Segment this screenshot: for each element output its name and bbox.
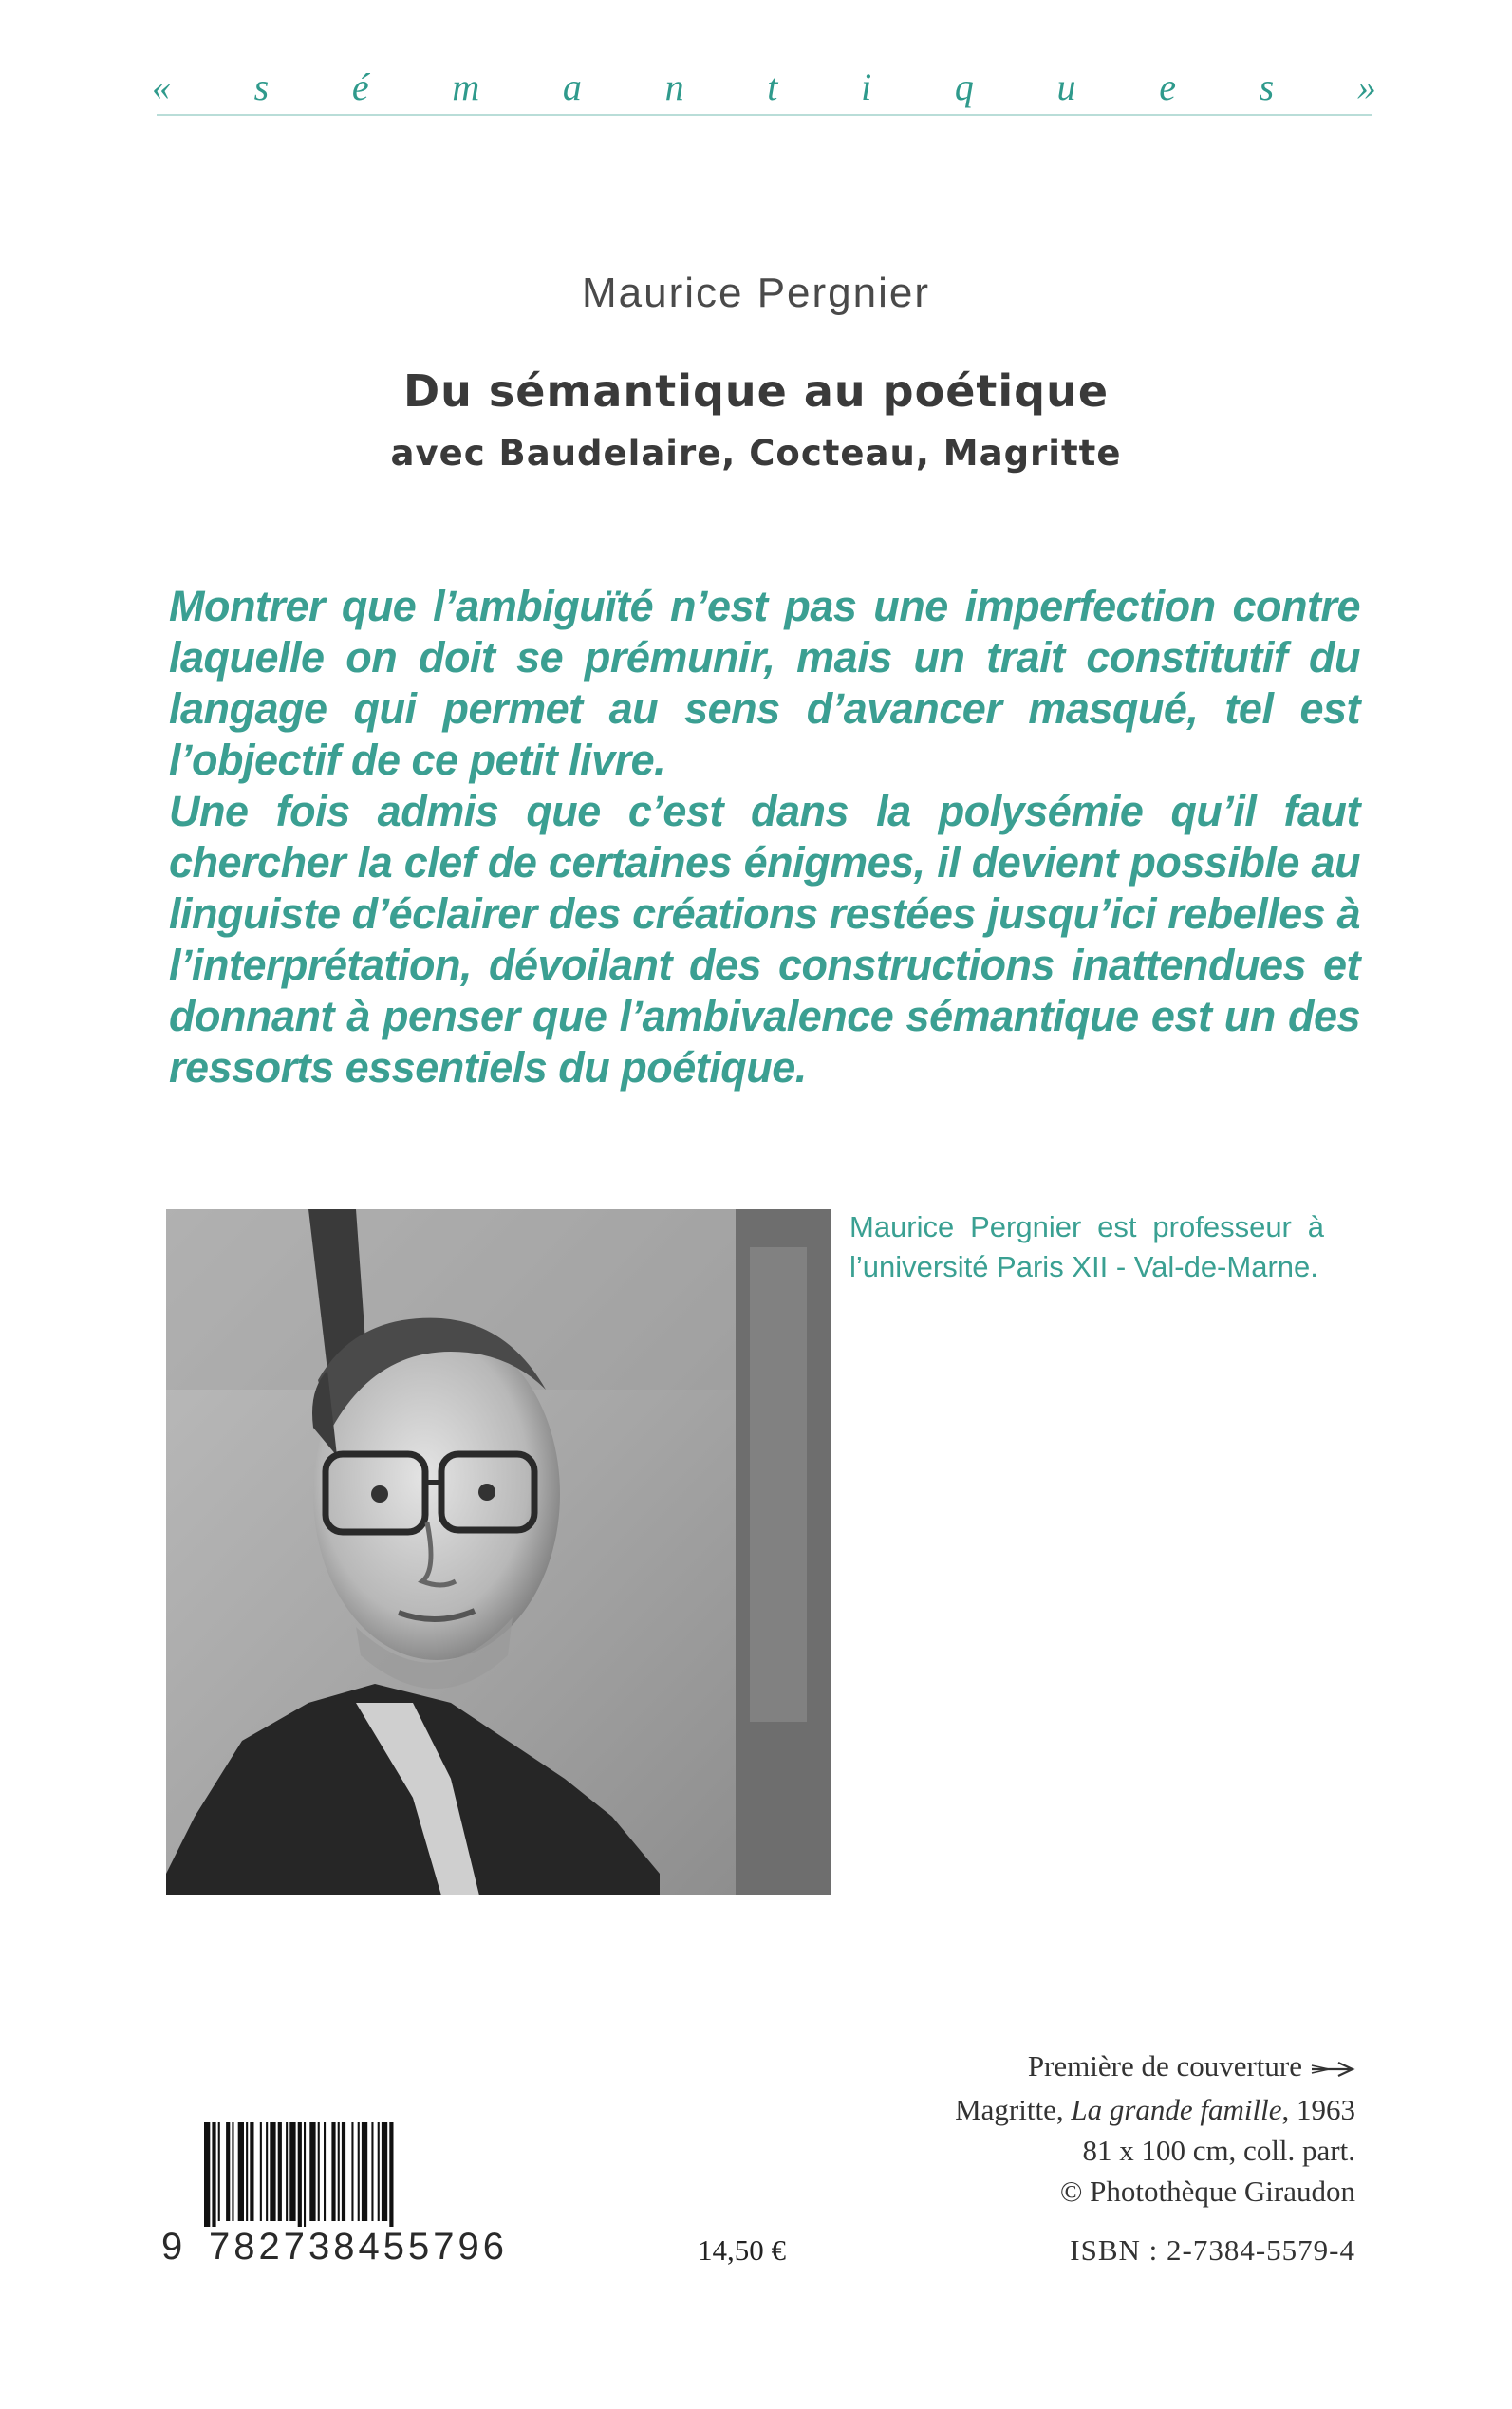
price: 14,50 €: [698, 2233, 786, 2267]
barcode-bar: [342, 2122, 345, 2221]
barcode: [204, 2122, 546, 2227]
series-letter: é: [351, 65, 369, 108]
barcode-first-digit: 9: [161, 2226, 185, 2268]
barcode-bar: [389, 2122, 393, 2227]
barcode-bar: [362, 2122, 367, 2221]
cover-credit-line: © Photothèque Giraudon: [1059, 2175, 1355, 2209]
book-title: Du sémantique au poétique: [402, 365, 1110, 417]
author-portrait-image: [166, 1209, 831, 1895]
barcode-bar: [298, 2122, 302, 2227]
series-letter: m: [452, 65, 480, 108]
cover-artist: Magritte,: [955, 2093, 1064, 2127]
series-letter: u: [1056, 65, 1076, 108]
series-letter: s: [253, 65, 270, 108]
barcode-bar: [266, 2122, 268, 2221]
series-letter: n: [664, 65, 684, 108]
author-photo: [166, 1209, 831, 1895]
barcode-bar: [204, 2122, 210, 2227]
barcode-bar: [238, 2122, 244, 2221]
author-bio: Maurice Pergnier est professeur à l’université Paris XII - Val-de-Marne.: [849, 1210, 1324, 1283]
cover-credit-line: [824, 2089, 1355, 2130]
barcode-bar: [218, 2122, 220, 2221]
series-letter: «: [152, 65, 171, 108]
barcode-bar: [260, 2122, 262, 2221]
barcode-bar: [358, 2122, 360, 2221]
barcode-digits: 782738455796: [209, 2226, 508, 2268]
cover-painting-year: , 1963: [1281, 2093, 1355, 2127]
barcode-bar: [250, 2122, 253, 2221]
cover-credits: [824, 2045, 1355, 2212]
series-divider: [157, 114, 1372, 116]
cover-credit-line: 81 x 100 cm, coll. part.: [1082, 2134, 1355, 2168]
barcode-bar: [226, 2122, 230, 2221]
barcode-bar: [270, 2122, 275, 2221]
series-letter: q: [954, 65, 974, 108]
barcode-bar: [289, 2122, 295, 2221]
series-letter: a: [562, 65, 582, 108]
isbn: ISBN : 2-7384-5579-4: [1070, 2233, 1355, 2267]
cover-credit-line: [824, 2045, 1355, 2089]
cover-painting-title: La grande famille: [1071, 2093, 1282, 2127]
book-author: Maurice Pergnier: [581, 270, 931, 316]
barcode-bar: [278, 2122, 282, 2221]
barcode-bar: [351, 2122, 353, 2221]
barcode-bar: [338, 2122, 340, 2221]
back-cover-blurb: [169, 581, 1360, 1093]
blurb-paragraph: Une fois admis que c’est dans la polysémie qu’il faut chercher la clef de certaines énigmes, il devient possible au linguiste d’éclairer des créations restées jusqu’ici rebelles à l’interprétation, dévoilant des constructions inattendues et donnant à penser que l’ambivalence sémantique est un des ressorts essentiels du poétique.: [169, 787, 1360, 1092]
barcode-bar: [286, 2122, 288, 2221]
series-letter: e: [1159, 65, 1176, 108]
series-header: [152, 59, 1376, 114]
barcode-bar: [371, 2122, 373, 2221]
cover-credit-label: Première de couverture: [1027, 2049, 1302, 2082]
barcode-bar: [212, 2122, 215, 2227]
barcode-bar: [382, 2122, 387, 2221]
series-letter: s: [1259, 65, 1275, 108]
barcode-bar: [246, 2122, 248, 2221]
book-subtitle: avec Baudelaire, Cocteau, Magritte: [390, 433, 1122, 474]
series-letter: i: [861, 65, 872, 108]
barcode-number: [161, 2226, 560, 2273]
series-letter: t: [767, 65, 778, 108]
barcode-bar: [309, 2122, 315, 2221]
blurb-paragraph: Montrer que l’ambiguïté n’est pas une imperfection contre laquelle on doit se prémunir, mais un trait constitutif du langage qui permet au sens d’avancer masqué, tel est l’objectif de ce petit livre.: [169, 582, 1360, 784]
barcode-bar: [378, 2122, 380, 2221]
barcode-bar: [304, 2122, 306, 2227]
barcode-bar: [331, 2122, 335, 2221]
barcode-bar: [324, 2122, 326, 2221]
barcode-bar: [232, 2122, 233, 2221]
arrow-right-icon: [1310, 2048, 1355, 2089]
barcode-bar: [318, 2122, 320, 2221]
series-letter: »: [1356, 65, 1376, 108]
